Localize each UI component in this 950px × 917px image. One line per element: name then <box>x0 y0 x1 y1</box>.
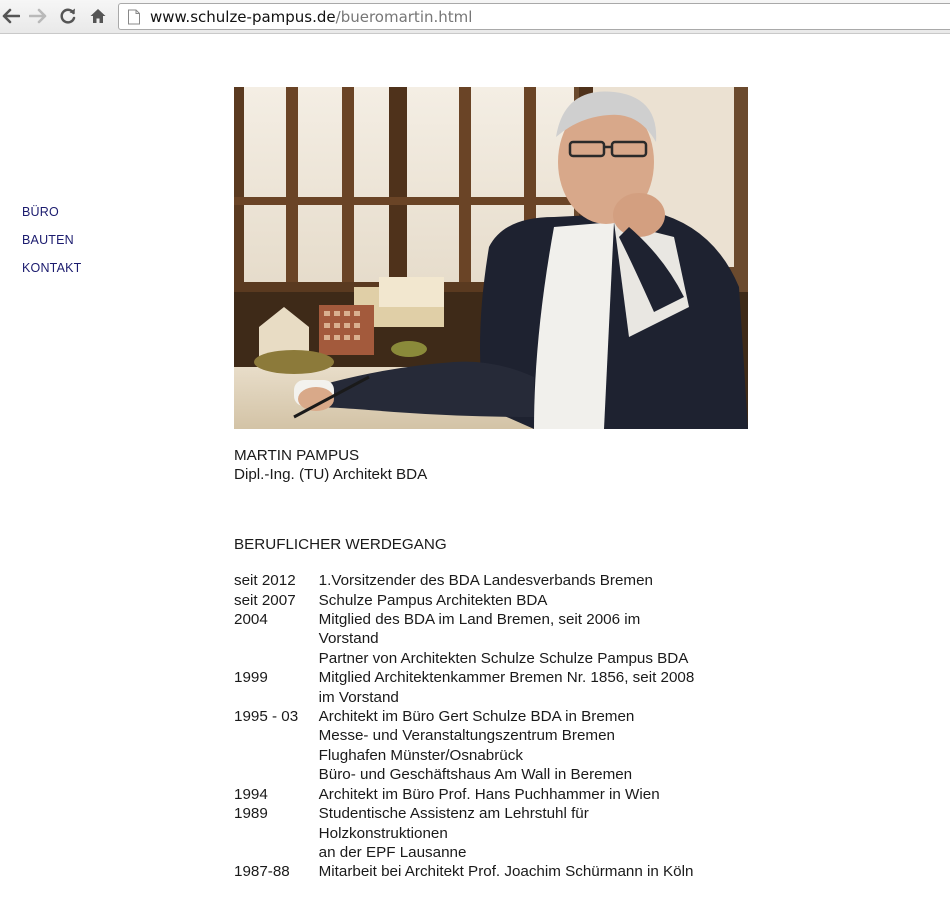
career-table <box>234 571 754 882</box>
career-row <box>234 707 754 785</box>
career-year: 1989 <box>234 805 268 823</box>
career-line: im Vorstand <box>318 688 399 706</box>
career-year: 1994 <box>234 785 268 803</box>
career-line: Büro- und Geschäftshaus Am Wall in Beremen <box>318 766 633 784</box>
career-line: Vorstand <box>318 630 379 648</box>
career-line: Architekt im Büro Gert Schulze BDA in Bremen <box>318 708 635 726</box>
career-year: 1987-88 <box>234 863 290 881</box>
career-row <box>234 862 754 881</box>
career-description <box>319 591 754 610</box>
person-title: Dipl.-Ing. (TU) Architekt BDA <box>234 466 428 484</box>
url-host: www.schulze-pampus.de <box>150 7 336 26</box>
career-description <box>319 707 754 785</box>
career-row <box>234 571 754 590</box>
nav-item-bauten[interactable]: BAUTEN <box>22 233 74 247</box>
career-row <box>234 668 754 707</box>
url-path: /bueromartin.html <box>335 7 473 26</box>
career-row <box>234 804 754 862</box>
address-bar[interactable] <box>118 3 950 30</box>
career-line: Architekt im Büro Prof. Hans Puchhammer in Wien <box>318 785 660 803</box>
career-description <box>319 804 754 862</box>
home-icon[interactable] <box>87 5 109 27</box>
career-description <box>319 610 754 668</box>
career-line: Holzkonstruktionen <box>318 824 448 842</box>
career-line: Schulze Pampus Architekten BDA <box>318 591 548 609</box>
career-line: Mitglied Architektenkammer Bremen Nr. 1856, seit 2008 <box>318 669 695 687</box>
reload-icon[interactable] <box>57 5 79 27</box>
career-row <box>234 591 754 610</box>
career-line: 1.Vorsitzender des BDA Landesverbands Bremen <box>318 572 653 590</box>
career-line: an der EPF Lausanne <box>318 843 467 861</box>
site-navigation <box>22 205 82 289</box>
person-name: MARTIN PAMPUS <box>234 447 360 464</box>
career-row <box>234 610 754 668</box>
section-heading: BERUFLICHER WERDEGANG <box>234 535 447 553</box>
career-year: seit 2007 <box>234 591 296 609</box>
career-line: Partner von Architekten Schulze Schulze Pampus BDA <box>318 649 689 667</box>
career-line: Mitarbeit bei Architekt Prof. Joachim Schürmann in Köln <box>318 863 694 881</box>
career-line: Flughafen Münster/Osnabrück <box>318 746 523 764</box>
career-year: 1999 <box>234 669 268 687</box>
nav-item-kontakt[interactable]: KONTAKT <box>22 261 82 275</box>
career-year: seit 2012 <box>234 572 296 590</box>
back-arrow-icon[interactable] <box>0 5 22 27</box>
career-year: 1995 - 03 <box>234 708 299 726</box>
career-description <box>319 862 754 881</box>
page-icon <box>127 9 141 25</box>
portrait-photo <box>234 87 748 429</box>
career-description <box>319 668 754 707</box>
career-line: Messe- und Veranstaltungszentrum Bremen <box>318 727 615 745</box>
forward-arrow-icon[interactable] <box>27 5 49 27</box>
career-description <box>319 785 754 804</box>
career-line: Mitglied des BDA im Land Bremen, seit 2006 im <box>318 611 641 629</box>
main-content <box>234 446 754 882</box>
career-row <box>234 785 754 804</box>
career-year: 2004 <box>234 611 268 629</box>
career-line: Studentische Assistenz am Lehrstuhl für <box>318 805 589 823</box>
nav-item-buero[interactable]: BÜRO <box>22 205 59 219</box>
browser-toolbar <box>0 0 950 34</box>
career-description <box>319 571 754 590</box>
url-text <box>150 8 472 26</box>
